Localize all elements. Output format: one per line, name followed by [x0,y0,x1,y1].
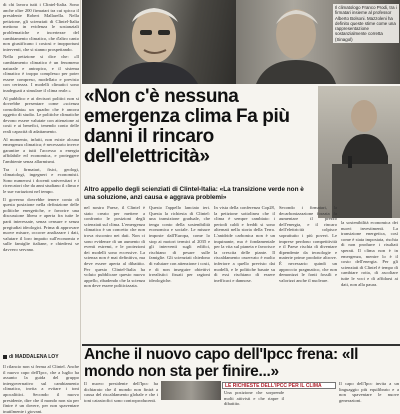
left-paragraph: Il governo dovrebbe tenere conto di questa posizione nella definizione delle politiche energetiche, e favorire una discussione libera e aperta fra tutte le parti interessate, senza censure e senza pregiudizi ideologici. Prima di approvare nuove misure, occorre analizzare i dati, valutare il loro impatto sull'economia e sulle famiglie italiane, e chiedersi se davvero servano. [3,196,79,252]
left-paragraph: Al momento, infatti, non esiste alcuna emergenza climatica; è necessario invece garantire a tutti l'accesso a energia affidabile ed economica, e proteggere l'ambiente senza allarmismi. [3,136,79,165]
left-column-bottom [3,364,79,414]
second-article-column-3: Il capo dell'Ipcc invita a un linguaggio più equilibrato e a non spaventare le nuove generazioni. [339,381,399,403]
body-column-4: Secondo i firmatari, la decarbonizzazione forzata fa aumentare il prezzo dell'energia, e il rincaro dell'elettricità colpisce soprattutto i più poveri. Le imprese perdono competitività e il Paese rischia di diventare dipendente da tecnologie e materie prime prodotte altrove. È necessario quindi un approccio pragmatico, che non demonizzi le fonti fossili e valorizzi anche il nucleare. [279,205,337,283]
second-article-column-1: Il nuovo presidente dell'Ipcc ha dichiarato che il mondo non finirà a causa del riscaldamento globale e che i toni catastrofici sono controproducenti. [84,381,158,403]
byline-square-icon [3,355,7,359]
body-column-1: nel nostro Paese, il Clintel è stato creato per mettere a confronto le posizioni degli scienziati sul clima. L'emergenza climatica è un concetto che non trova riscontro nei dati. Non ci sono evidenze di un aumento di eventi estremi, e le proiezioni dei modelli sono eccessive. La scienza non è mai definitiva, ma deve essere aperta al dibattito. Per questo Clintel-Italia ha voluto pubblicare questo nuovo appello, ribadendo che la scienza non deve essere politicizzata. [84,205,145,289]
photo-podium-illustration [318,86,400,218]
sub-headline: Altro appello degli scienziati di Clintel-Italia: «La transizione verde non è una soluzione, anzi causa e aggrava problemi» [84,186,304,201]
photo-scientist-left-illustration [82,0,236,84]
ipcc-banner: LE RICHIESTE DELL'IPCC PER IL CLIMA [222,382,336,389]
left-paragraph: di chi lavora tutti i Clintel-Italia. Sono anche oltre 200 firmatari tra cui spicca il presidente Robert Mallarella. Nella petizione, gli scienziati di Clintel-Italia mettono in evidenza le sostanziali problematiche e incertezze del cambiamento climatico, che d'altro canto non giustificano i costosi e inopportuni interventi, che si stanno prospettando. [3,2,79,52]
left-paragraph: Il rilancio non si ferma al Clintel. Anche il nuovo capo dell'Ipcc, che a luglio ha assunto la guida del gruppo intergovernativo sul cambiamento climatico, invita a evitare i toni apocalittici. Secondo il nuovo presidente, dire che il mondo non sta per finire è un dovere, per non spaventare inutilmente i giovani. [3,364,79,414]
left-paragraph: Al pubblico e ai decisori politici non si dovrebbe presentare come «scienza consolidata» un quadro che è ancora oggetto di studio. Le politiche climatiche devono essere valutate con attenzione ai costi e ai benefici, tenendo conto delle reali capacità di adattamento. [3,95,79,135]
main-headline: «Non c'è nessuna emergenza clima Fa più danni il rincaro dell'elettricità» [84,86,290,167]
photo-caption: Il climatologo Franco Prodi, tra i firmatari insieme al professor Alberto Bolsoni. Mazzoleni ha definito queste stime come una rappresentazione sostanzialmente corretta (Sinagol) [333,4,399,43]
body-column-3: In vista della conferenza Cop28, la petizione sottolinea che il clima è sempre cambiato: i periodi caldi e freddi si sono alternati nella storia della Terra. L'anidride carbonica non è un inquinante, ma è fondamentale per la vita sul pianeta e favorisce la crescita delle piante. Il riscaldamento osservato è molto inferiore a quello previsto dai modelli, e le politiche basate su di essi rischiano di essere inefficaci e dannose. [214,205,275,283]
body-column-2: Questo l'appello lanciato ieri. Questa la richiesta di Clintel: una transizione graduale, che tenga conto della sostenibilità economica e sociale. Le misure imposte dall'Europa, come lo stop ai motori termici al 2035 e gli interventi sugli edifici, rischiano di pesare sulle famiglie. Gli scienziati chiedono di valutare con attenzione i costi, e di non inseguire obiettivi irrealistici fissati per ragioni ideologiche. [149,205,210,283]
body-column-5: la sostenibilità economica dei nuovi investimenti. La transizione energetica, così come è stata impostata, rischia di non produrre i risultati sperati. Il clima non è in emergenza, mentre lo è il costo dell'energia. Per gli scienziati di Clintel è tempo di cambiare rotta, di ascoltare tutte le voci e di affidarsi ai dati, non alla paura. [341,220,398,287]
left-column-top [3,2,79,352]
photo-scientist-left [82,0,236,84]
photo-ipcc-chief [161,381,221,400]
left-paragraph: Nella petizione si dice che: «Il cambiamento climatico è un fenomeno naturale e antropico, e il sistema climatico è troppo complesso per poter essere compreso, modellato e previsto con certezza. I modelli climatici sono inadeguati a simulare il clima reale.» [3,54,79,93]
photo-podium-speaker [318,86,400,218]
column-divider [80,0,81,400]
second-article-column-2: Una posizione che sorprende molti attivisti e che riapre il dibattito. [224,390,284,407]
left-paragraph: Tra i firmatari, fisici, geologi, climatologi, ingegneri e economisti. Sono numerosi i docenti universitari e i ricercatori che da anni studiano il clima e le sue variazioni nel tempo. [3,166,79,194]
author-name: di MADDALENA LOY [9,354,59,360]
author-byline [3,352,79,362]
second-headline: Anche il nuovo capo dell'Ipcc frena: «Il mondo non sta per finire...» [84,346,359,380]
